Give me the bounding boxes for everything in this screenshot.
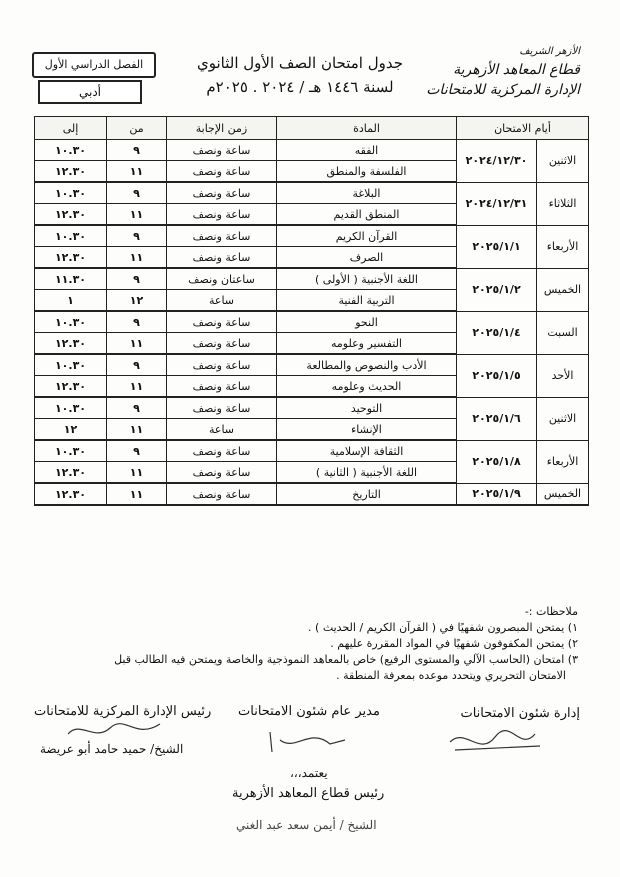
exam-day: الثلاثاء xyxy=(537,182,589,225)
table-row xyxy=(35,483,589,505)
start-time-cell: ٩ xyxy=(107,397,167,419)
start-time-cell: ١١ xyxy=(107,247,167,269)
table-row xyxy=(35,354,589,376)
end-time-cell: ١٠.٣٠ xyxy=(35,182,107,204)
exam-day: الاثنين xyxy=(537,140,589,183)
note-item: ١) يمتحن المبصرون شفهيًا في ( القرآن الكريم / الحديث ) . xyxy=(308,621,578,634)
exam-date: ٢٠٢٥/١/٤ xyxy=(457,311,537,354)
table-row xyxy=(35,268,589,290)
subject-cell: اللغة الأجنبية ( الأولى ) xyxy=(277,268,457,290)
end-time-cell: ١٠.٣٠ xyxy=(35,140,107,161)
exam-day: السبت xyxy=(537,311,589,354)
end-time-cell: ١٠.٣٠ xyxy=(35,397,107,419)
start-time-cell: ١٢ xyxy=(107,290,167,312)
start-time-cell: ١١ xyxy=(107,483,167,505)
start-time-cell: ٩ xyxy=(107,182,167,204)
subject-cell: الصرف xyxy=(277,247,457,269)
exam-date: ٢٠٢٥/١/٦ xyxy=(457,397,537,440)
duration-cell: ساعة ونصف xyxy=(167,397,277,419)
subject-cell: القرآن الكريم xyxy=(277,225,457,247)
handwritten-signature-3 xyxy=(60,716,170,746)
subject-cell: التربية الفنية xyxy=(277,290,457,312)
header-days: أيام الامتحان xyxy=(457,117,589,140)
note-item: ٢) يمتحن المكفوفون شفهيًا في المواد المقررة عليهم . xyxy=(330,637,578,650)
start-time-cell: ٩ xyxy=(107,225,167,247)
start-time-cell: ٩ xyxy=(107,354,167,376)
signature-exams-admin-title: إدارة شئون الامتحانات xyxy=(460,706,580,721)
table-row xyxy=(35,225,589,247)
notes-section xyxy=(38,604,578,684)
exam-day: الأحد xyxy=(537,354,589,397)
end-time-cell: ١٢.٣٠ xyxy=(35,483,107,505)
start-time-cell: ٩ xyxy=(107,311,167,333)
header-to: إلى xyxy=(35,117,107,140)
page-title: جدول امتحان الصف الأول الثانوي xyxy=(197,54,403,72)
end-time-cell: ١ xyxy=(35,290,107,312)
subject-cell: التاريخ xyxy=(277,483,457,505)
duration-cell: ساعة ونصف xyxy=(167,376,277,398)
notes-heading: ملاحظات :- xyxy=(524,605,578,618)
start-time-cell: ١١ xyxy=(107,333,167,355)
duration-cell: ساعة ونصف xyxy=(167,483,277,505)
table-row xyxy=(35,140,589,161)
end-time-cell: ١١.٣٠ xyxy=(35,268,107,290)
end-time-cell: ١٢.٣٠ xyxy=(35,376,107,398)
duration-cell: ساعة ونصف xyxy=(167,182,277,204)
duration-cell: ساعة xyxy=(167,290,277,312)
exam-date: ٢٠٢٤/١٢/٣١ xyxy=(457,182,537,225)
end-time-cell: ١٢.٣٠ xyxy=(35,247,107,269)
exam-date: ٢٠٢٤/١٢/٣٠ xyxy=(457,140,537,183)
duration-cell: ساعة xyxy=(167,419,277,441)
end-time-cell: ١٢.٣٠ xyxy=(35,161,107,183)
duration-cell: ساعة ونصف xyxy=(167,247,277,269)
signature-central-head-title: رئيس الإدارة المركزية للامتحانات xyxy=(34,704,212,719)
end-time-cell: ١٠.٣٠ xyxy=(35,225,107,247)
org-name-line3: الإدارة المركزية للامتحانات xyxy=(426,82,580,98)
table-row xyxy=(35,311,589,333)
end-time-cell: ١٠.٣٠ xyxy=(35,354,107,376)
end-time-cell: ١٢.٣٠ xyxy=(35,333,107,355)
page-subtitle: لسنة ١٤٤٦ هـ / ٢٠٢٤ . ٢٠٢٥م xyxy=(206,78,394,96)
signature-central-head-name: الشيخ/ حميد حامد أبو عريضة xyxy=(40,742,184,756)
table-row xyxy=(35,397,589,419)
exam-day: الاثنين xyxy=(537,397,589,440)
exam-date: ٢٠٢٥/١/١ xyxy=(457,225,537,268)
duration-cell: ساعة ونصف xyxy=(167,140,277,161)
duration-cell: ساعة ونصف xyxy=(167,354,277,376)
subject-cell: التفسير وعلومه xyxy=(277,333,457,355)
signature-general-manager-title: مدير عام شئون الامتحانات xyxy=(238,704,380,719)
subject-cell: الإنشاء xyxy=(277,419,457,441)
signature-sector-head-name: الشيخ / أيمن سعد عبد الغني xyxy=(236,818,377,832)
start-time-cell: ١١ xyxy=(107,204,167,226)
term-label: الفصل الدراسي الأول xyxy=(32,52,156,78)
note-item: الامتحان التحريري ويتحدد موعده بمعرفة المنطقة . xyxy=(336,669,566,682)
start-time-cell: ١١ xyxy=(107,462,167,484)
handwritten-signature-2 xyxy=(250,722,360,758)
org-name-line1: الأزهر الشريف xyxy=(519,46,580,57)
duration-cell: ساعة ونصف xyxy=(167,462,277,484)
start-time-cell: ١١ xyxy=(107,161,167,183)
table-row xyxy=(35,440,589,462)
subject-cell: البلاغة xyxy=(277,182,457,204)
subject-cell: الأدب والنصوص والمطالعة xyxy=(277,354,457,376)
subject-cell: الفقه xyxy=(277,140,457,161)
exam-schedule-table xyxy=(34,116,589,506)
subject-cell: اللغة الأجنبية ( الثانية ) xyxy=(277,462,457,484)
subject-cell: الحديث وعلومه xyxy=(277,376,457,398)
signature-sector-head-title: رئيس قطاع المعاهد الأزهرية xyxy=(232,786,385,801)
subject-cell: التوحيد xyxy=(277,397,457,419)
note-item: ٣) امتحان (الحاسب الآلي والمستوى الرفيع) خاص بالمعاهد النموذجية والخاصة ويمتحن فيه الطالب قبل xyxy=(114,653,578,666)
end-time-cell: ١٠.٣٠ xyxy=(35,311,107,333)
exam-day: الأربعاء xyxy=(537,440,589,483)
start-time-cell: ٩ xyxy=(107,140,167,161)
subject-cell: المنطق القديم xyxy=(277,204,457,226)
start-time-cell: ٩ xyxy=(107,440,167,462)
start-time-cell: ١١ xyxy=(107,376,167,398)
subject-cell: الثقافة الإسلامية xyxy=(277,440,457,462)
end-time-cell: ١٠.٣٠ xyxy=(35,440,107,462)
exam-day: الأربعاء xyxy=(537,225,589,268)
duration-cell: ساعة ونصف xyxy=(167,225,277,247)
subject-cell: النحو xyxy=(277,311,457,333)
duration-cell: ساعة ونصف xyxy=(167,440,277,462)
duration-cell: ساعتان ونصف xyxy=(167,268,277,290)
end-time-cell: ١٢.٣٠ xyxy=(35,462,107,484)
table-row xyxy=(35,182,589,204)
duration-cell: ساعة ونصف xyxy=(167,204,277,226)
start-time-cell: ٩ xyxy=(107,268,167,290)
duration-cell: ساعة ونصف xyxy=(167,333,277,355)
duration-cell: ساعة ونصف xyxy=(167,311,277,333)
exam-day: الخميس xyxy=(537,268,589,311)
org-name-line2: قطاع المعاهد الأزهرية xyxy=(453,62,580,78)
exam-date: ٢٠٢٥/١/٥ xyxy=(457,354,537,397)
exam-date: ٢٠٢٥/١/٨ xyxy=(457,440,537,483)
duration-cell: ساعة ونصف xyxy=(167,161,277,183)
approval-label: يعتمد،،، xyxy=(290,766,328,780)
track-label: أدبي xyxy=(38,80,142,104)
exam-date: ٢٠٢٥/١/٢ xyxy=(457,268,537,311)
exam-date: ٢٠٢٥/١/٩ xyxy=(457,483,537,505)
start-time-cell: ١١ xyxy=(107,419,167,441)
end-time-cell: ١٢ xyxy=(35,419,107,441)
header-subject: المادة xyxy=(277,117,457,140)
end-time-cell: ١٢.٣٠ xyxy=(35,204,107,226)
table-header-row xyxy=(35,117,589,140)
exam-day: الخميس xyxy=(537,483,589,505)
schedule-body xyxy=(35,140,589,506)
header-duration: زمن الإجابة xyxy=(167,117,277,140)
subject-cell: الفلسفة والمنطق xyxy=(277,161,457,183)
handwritten-signature-1 xyxy=(440,722,550,762)
header-from: من xyxy=(107,117,167,140)
